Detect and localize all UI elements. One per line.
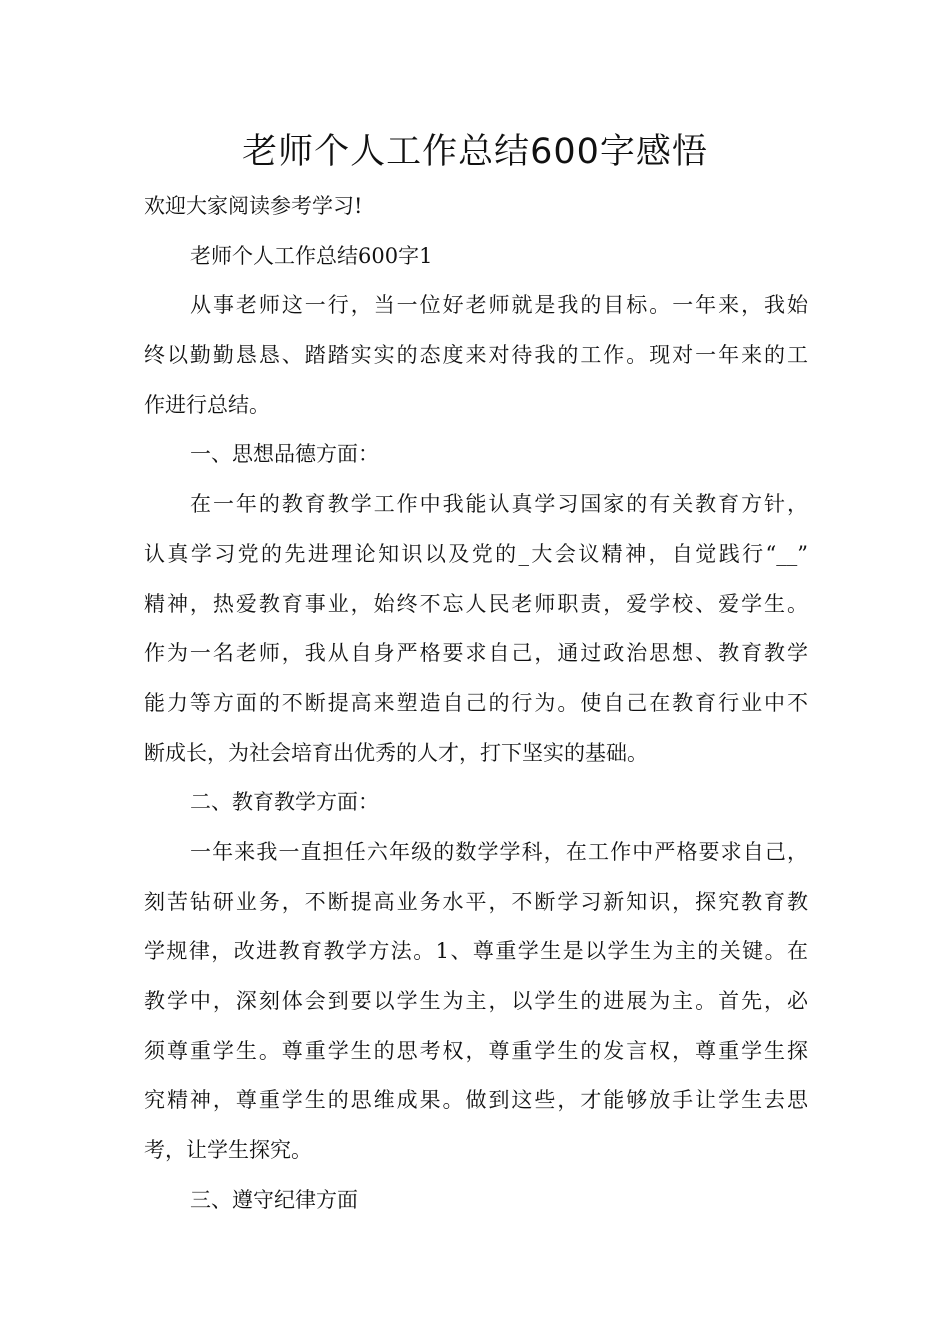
intro-line: 欢迎大家阅读参考学习! xyxy=(144,194,363,218)
paragraph-line: 能力等方面的不断提高来塑造自己的行为。使自己在教育行业中不 xyxy=(144,690,808,715)
paragraph-line: 一年来我一直担任六年级的数学学科，在工作中严格要求自己， xyxy=(190,839,808,864)
paragraph-line: 断成长，为社会培育出优秀的人才，打下坚实的基础。 xyxy=(144,740,648,765)
section-heading: 一、思想品德方面： xyxy=(190,442,379,467)
paragraph-line: 刻苦钻研业务，不断提高业务水平，不断学习新知识，探究教育教 xyxy=(144,889,808,914)
paragraph-line: 教学中，深刻体会到要以学生为主，以学生的进展为主。首先，必 xyxy=(144,989,808,1013)
paragraph-line: 作进行总结。 xyxy=(144,392,270,417)
paragraph-line: 须尊重学生。尊重学生的思考权，尊重学生的发言权，尊重学生探 xyxy=(144,1038,808,1063)
paragraph-line: 究精神，尊重学生的思维成果。做到这些，才能够放手让学生去思 xyxy=(144,1088,808,1113)
document-body xyxy=(144,182,808,1225)
document-title: 老师个人工作总结600字感悟 xyxy=(242,132,708,172)
section-heading: 三、遵守纪律方面 xyxy=(190,1187,358,1212)
paragraph-line: 终以勤勤恳恳、踏踏实实的态度来对待我的工作。现对一年来的工 xyxy=(144,343,808,368)
subtitle-line: 老师个人工作总结600字1 xyxy=(190,243,433,268)
paragraph-line: 认真学习党的先进理论知识以及党的_大会议精神，自觉践行“__” xyxy=(144,541,808,566)
paragraph-line: 作为一名老师，我从自身严格要求自己，通过政治思想、教育教学 xyxy=(144,641,808,666)
section-heading: 二、教育教学方面： xyxy=(190,790,379,815)
paragraph-line: 从事老师这一行，当一位好老师就是我的目标。一年来，我始 xyxy=(190,293,808,318)
paragraph-line: 考，让学生探究。 xyxy=(144,1138,312,1163)
paragraph-line: 在一年的教育教学工作中我能认真学习国家的有关教育方针， xyxy=(190,492,808,517)
paragraph-line: 学规律，改进教育教学方法。1、尊重学生是以学生为主的关键。在 xyxy=(144,939,808,964)
paragraph-line: 精神，热爱教育事业，始终不忘人民老师职责，爱学校、爱学生。 xyxy=(144,591,808,616)
